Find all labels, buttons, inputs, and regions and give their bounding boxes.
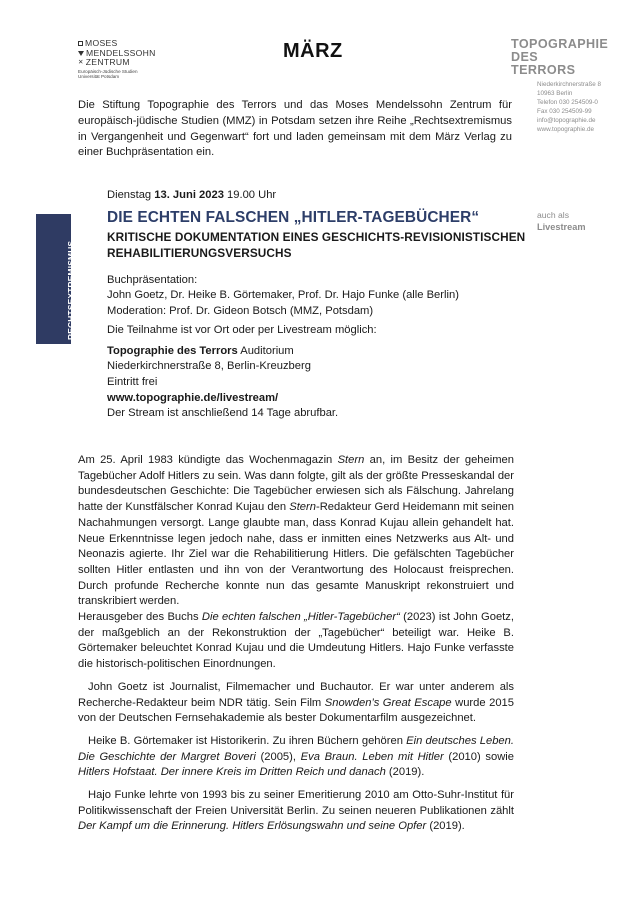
event-date-value: 13. Juni 2023 (154, 189, 224, 201)
venue-block (107, 344, 311, 390)
admission: Eintritt frei (107, 375, 158, 388)
stream-url-link[interactable]: www.topographie.de/livestream/ (107, 392, 279, 404)
stream-block (107, 391, 338, 422)
body-text (78, 453, 514, 835)
cross-icon: ✕ (78, 58, 84, 66)
venue-address: Niederkirchnerstraße 8, Berlin-Kreuzberg (107, 360, 311, 373)
livestream-note-line1: auch als (537, 210, 570, 220)
mmz-logo-line1: MOSES (85, 38, 118, 48)
presentation-label: Buchpräsentation: (107, 274, 198, 286)
venue-name: Topographie des Terrors (107, 345, 238, 357)
event-subtitle: KRITISCHE DOKUMENTATION EINES GESCHICHTS-REVISIONISTISCHEN REHABILITIERUNGSVERSUCHS (107, 230, 526, 260)
address-city: 10963 Berlin (537, 90, 573, 98)
body-paragraph-5: Hajo Funke lehrte von 1993 bis zu seiner Emeritierung 2010 am Otto-Suhr-Institut für Politikwissenschaft der Freien Universität Berlin. Zu seinen neueren Publikationen zählt Der Kampf um die Erinnerung. Hitlers Erlösungswahn und seine Opfer (2019). (78, 789, 514, 833)
mmz-logo-line2: MENDELSSOHN (86, 47, 156, 58)
event-time: 19.00 Uhr (227, 189, 277, 201)
topographie-logo (511, 38, 608, 77)
address-phone: Telefon 030 254509-0 (537, 99, 598, 107)
body-paragraph-3: John Goetz ist Journalist, Filmemacher und Buchautor. Er war unter anderem als Recherche-Redakteur beim NDR tätig. Sein Film Snowden’s Great Escape wurde 2015 von der Deutschen Fernsehakademie als bester Dokumentarfilm ausgezeichnet. (78, 680, 514, 725)
mmz-logo-line3: ZENTRUM (85, 57, 130, 68)
address-block (537, 80, 601, 135)
livestream-note (537, 209, 586, 233)
intro-paragraph: Die Stiftung Topographie des Terrors und das Moses Mendelssohn Zentrum für europäisch-jüdische Studien (MMZ) in Potsdam setzen ihre Reihe „Rechtsextremismus in Vergangenheit und Gegenwart“ fort und laden gemeinsam mit dem März Verlag zu einer Buchpräsentation ein. (78, 99, 512, 159)
series-badge-line1: RECHTSEXTREMISMUS (66, 240, 76, 340)
venue-room: Auditorium (240, 345, 294, 357)
topographie-logo-line3: TERRORS (511, 63, 576, 77)
event-weekday: Dienstag (107, 189, 152, 201)
moderation: Moderation: Prof. Dr. Gideon Botsch (MMZ, Potsdam) (107, 304, 374, 317)
presentation-block (107, 273, 537, 319)
address-email[interactable]: info@topographie.de (537, 117, 596, 125)
mmz-logo-sub1: Europäisch-Jüdische Studien (78, 68, 138, 74)
square-icon (78, 41, 83, 46)
speakers: John Goetz, Dr. Heike B. Görtemaker, Prof. Dr. Hajo Funke (alle Berlin) (107, 289, 459, 302)
mmz-logo-sub2: Universität Potsdam (78, 74, 120, 80)
topographie-logo-line2: DES (511, 50, 539, 64)
event-date (107, 189, 276, 201)
body-paragraph-1: Am 25. April 1983 kündigte das Wochenmagazin Stern an, im Besitz der geheimen Tagebücher Adolf Hitlers zu sein. Was dann folgte, gilt als der größte Presseskandal der bundesdeutschen Geschichte: Die Tagebücher erwiesen sich als Fälschung. Jahrelang hatte der Kunstfälscher Konrad Kujau den Stern-Redakteur Gerd Heidemann mit seinen Nachahmungen versorgt. Lange glaubte man, dass Konrad Kujau allein gehandelt hat. Neue Erkenntnisse legen jedoch nahe, dass er inmitten eines Netzwerks aus Alt- und Neonazis agierte. Ihr Ziel war die Rehabilitierung Hitlers. Die gefälschten Tagebücher sollten Hitler entlasten und ihn von der Verantwortung des Holocaust freisprechen. Durch profunde Recherche konnte nun das gesamte Manuskript rekonstruiert und transkribiert werden. (78, 454, 515, 608)
series-badge-line2: IN VERGANGENHEIT (75, 253, 86, 340)
address-fax: Fax 030 254509-99 (537, 108, 592, 116)
body-paragraph-4: Heike B. Görtemaker ist Historikerin. Zu ihren Büchern gehören Ein deutsches Leben. Die Geschichte der Margret Boveri (2005), Eva Braun. Leben mit Hitler (2010) sowie Hitlers Hofstaat. Der innere Kreis im Dritten Reich und danach (2019). (78, 734, 514, 779)
topographie-logo-line1: TOPOGRAPHIE (511, 37, 609, 51)
series-badge (36, 214, 96, 344)
livestream-note-line2: Livestream (537, 222, 586, 232)
event-title: DIE ECHTEN FALSCHEN „HITLER-TAGEBÜCHER“ (107, 209, 480, 226)
triangle-icon (78, 51, 84, 56)
mmz-logo (78, 39, 168, 80)
stream-note: Der Stream ist anschließend 14 Tage abrufbar. (107, 407, 339, 420)
participation-note: Die Teilnahme ist vor Ort oder per Livestream möglich: (107, 324, 377, 336)
series-badge-line3: UND GEGENWART (85, 262, 96, 340)
address-street: Niederkirchnerstraße 8 (537, 81, 602, 88)
maerz-logo: MÄRZ (283, 40, 343, 62)
body-paragraph-2: Herausgeber des Buchs Die echten falschen „Hitler-Tagebücher“ (2023) ist John Goetz, der maßgeblich an der Rekonstruktion der „Tagebücher“ beteiligt war. Heike B. Görtemaker beleuchtet Konrad Kujau und die Umdeutung Hitlers. Hajo Funke verfasste die historisch-politischen Einordnungen. (78, 611, 514, 671)
address-web[interactable]: www.topographie.de (537, 126, 595, 134)
